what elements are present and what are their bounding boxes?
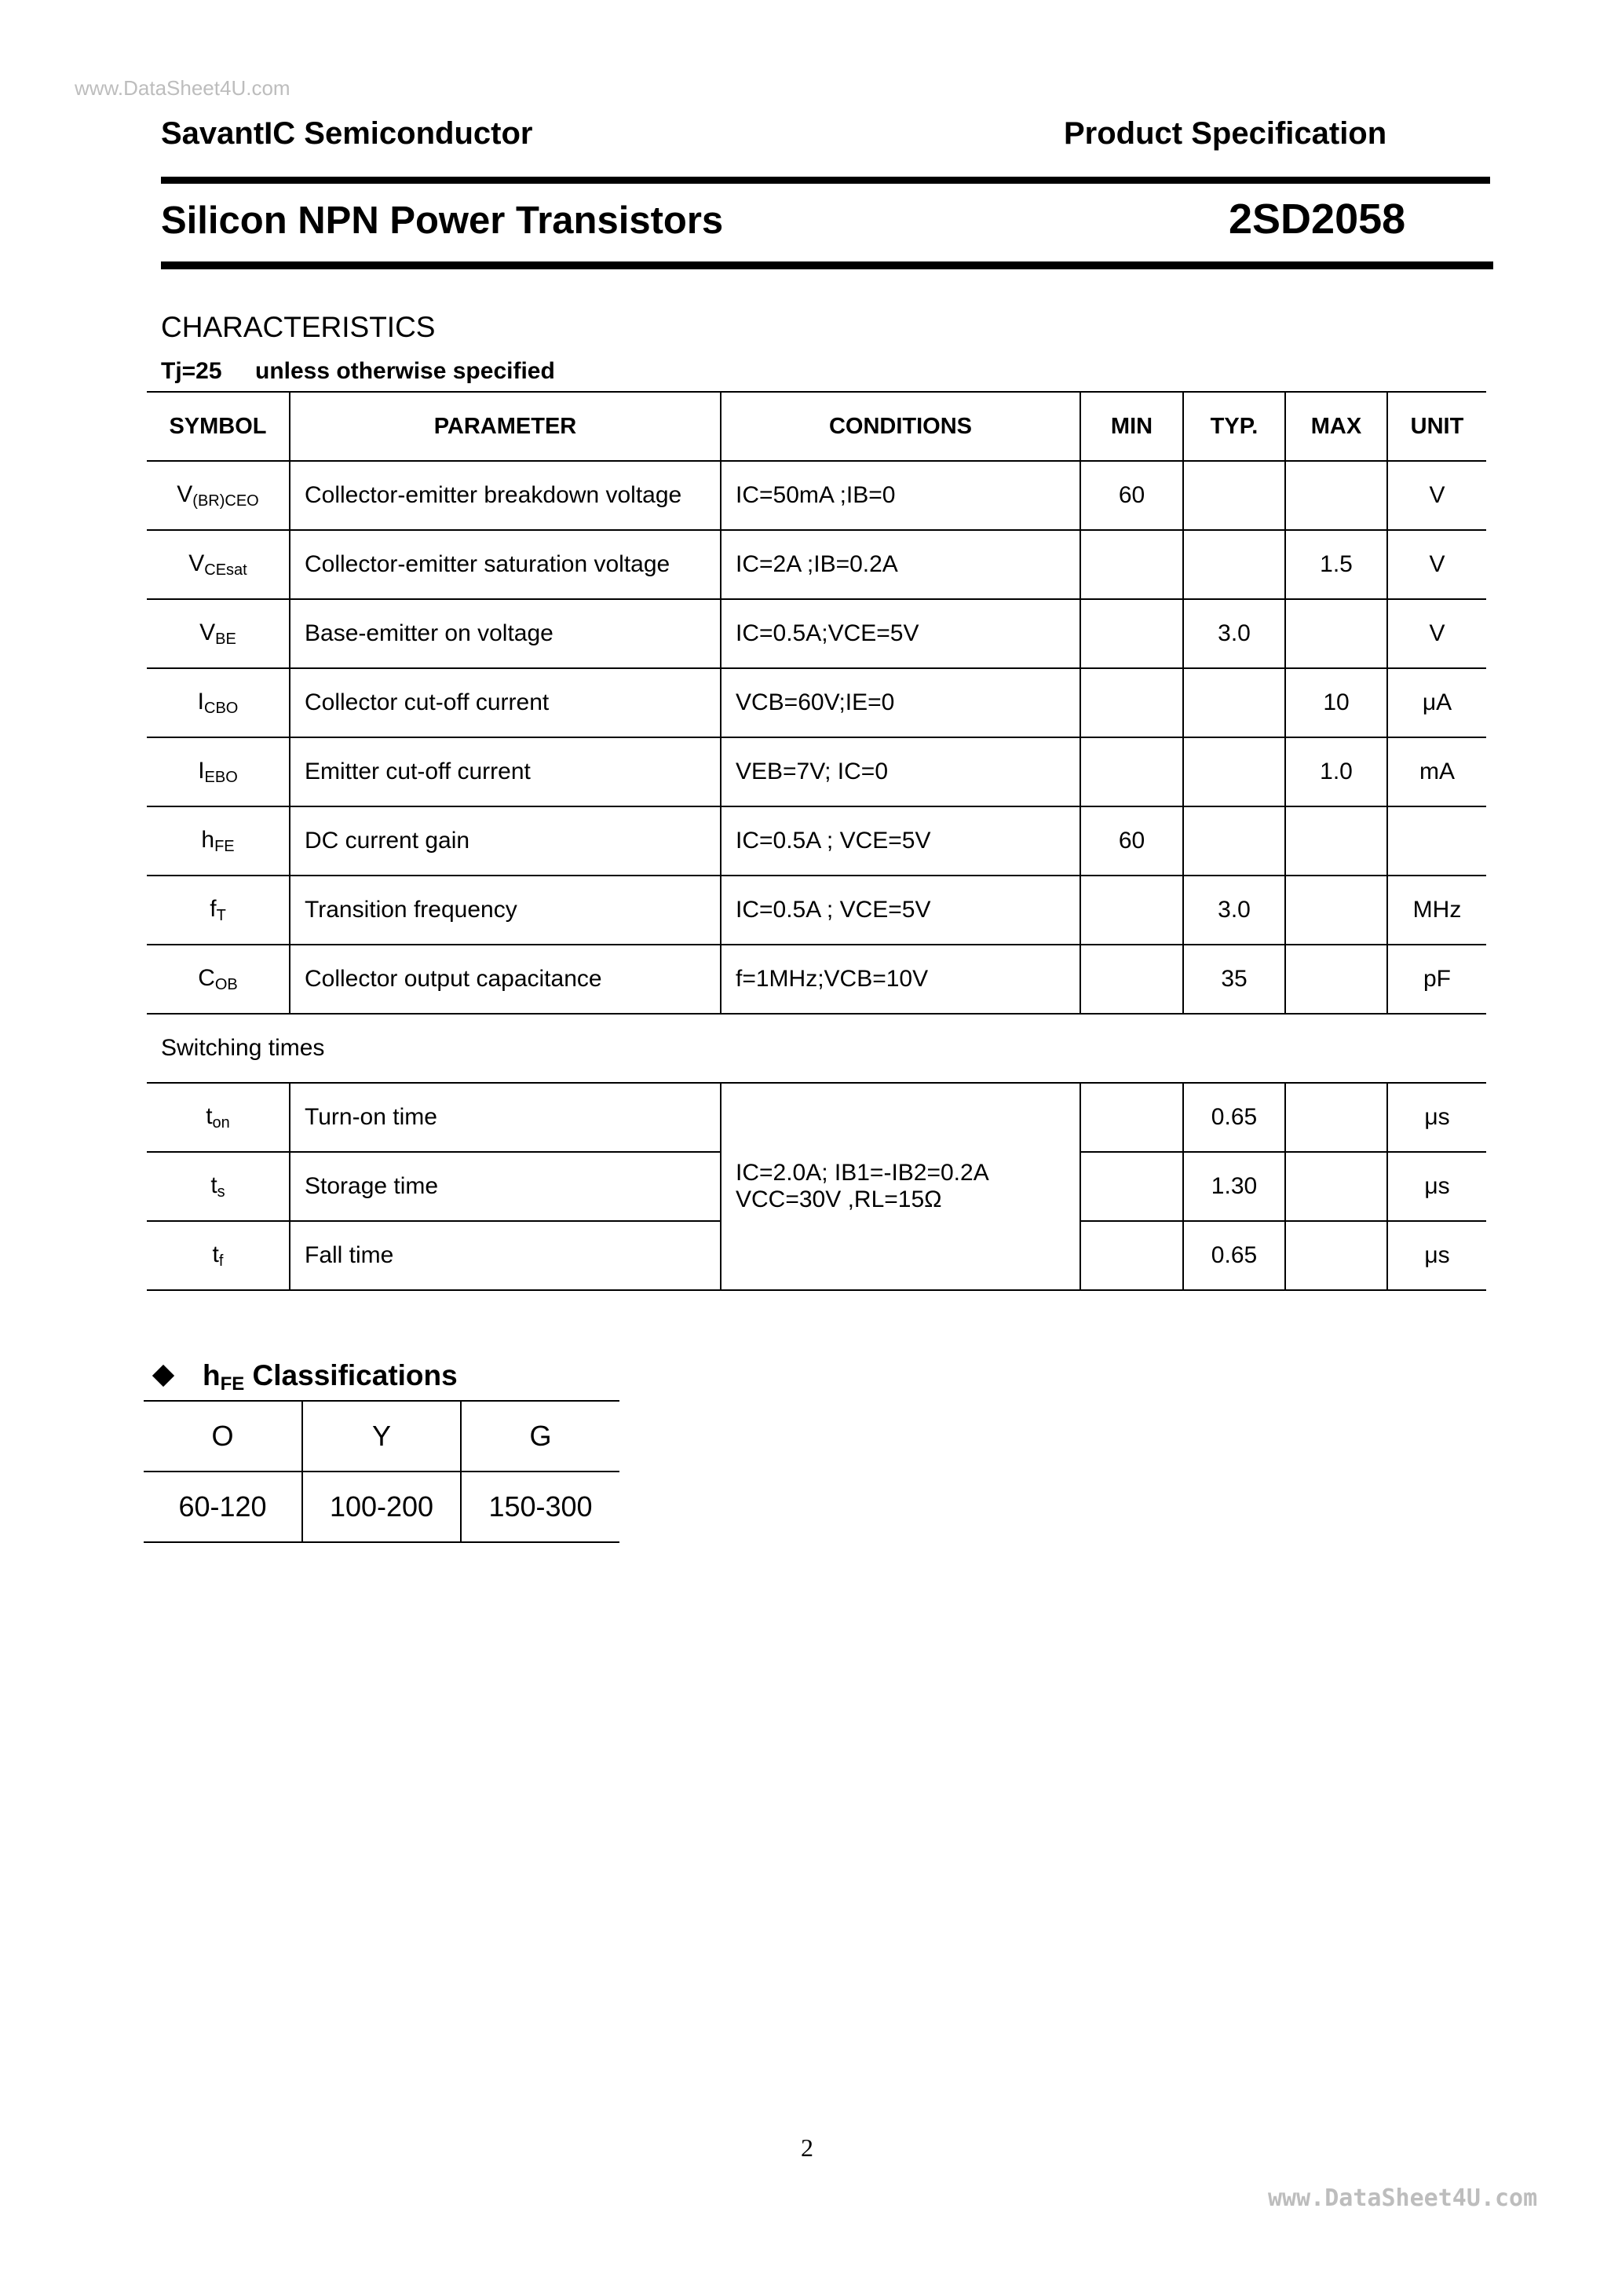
symbol-cell bbox=[147, 461, 290, 530]
min-cell bbox=[1080, 1152, 1183, 1221]
min-cell bbox=[1080, 1221, 1183, 1290]
typ-cell: 3.0 bbox=[1183, 876, 1285, 945]
symbol-subscript: T bbox=[216, 906, 226, 924]
max-cell bbox=[1285, 1152, 1387, 1221]
symbol-cell bbox=[147, 1221, 290, 1290]
max-cell bbox=[1285, 945, 1387, 1014]
max-cell: 1.0 bbox=[1285, 737, 1387, 806]
unit-cell: V bbox=[1387, 599, 1486, 668]
header-symbol: SYMBOL bbox=[147, 392, 290, 461]
unit-cell: mA bbox=[1387, 737, 1486, 806]
symbol-cell bbox=[147, 876, 290, 945]
header-max: MAX bbox=[1285, 392, 1387, 461]
unit-cell: μA bbox=[1387, 668, 1486, 737]
table-row bbox=[147, 737, 1486, 806]
unit-cell: μs bbox=[1387, 1083, 1486, 1152]
parameter-cell: Transition frequency bbox=[290, 876, 721, 945]
tj-label: Tj=25 bbox=[161, 358, 222, 384]
header-parameter: PARAMETER bbox=[290, 392, 721, 461]
parameter-cell: Storage time bbox=[290, 1152, 721, 1221]
conditions-cell: IC=0.5A;VCE=5V bbox=[721, 599, 1080, 668]
symbol-main: t bbox=[210, 1172, 217, 1198]
symbol-main: V bbox=[188, 550, 205, 576]
unit-cell: pF bbox=[1387, 945, 1486, 1014]
parameter-cell: Collector cut-off current bbox=[290, 668, 721, 737]
symbol-main: V bbox=[199, 619, 216, 645]
typ-cell bbox=[1183, 530, 1285, 599]
min-cell bbox=[1080, 876, 1183, 945]
header-unit: UNIT bbox=[1387, 392, 1486, 461]
symbol-cell bbox=[147, 530, 290, 599]
parameter-cell: Collector-emitter saturation voltage bbox=[290, 530, 721, 599]
symbol-main: C bbox=[198, 964, 215, 991]
unit-cell: μs bbox=[1387, 1152, 1486, 1221]
conditions-cell: IC=0.5A ; VCE=5V bbox=[721, 876, 1080, 945]
switching-conditions-cell bbox=[721, 1083, 1080, 1290]
conditions-cell: IC=50mA ;IB=0 bbox=[721, 461, 1080, 530]
typ-cell bbox=[1183, 806, 1285, 876]
watermark-top: www.DataSheet4U.com bbox=[75, 76, 290, 100]
min-cell: 60 bbox=[1080, 806, 1183, 876]
min-cell: 60 bbox=[1080, 461, 1183, 530]
symbol-cell bbox=[147, 806, 290, 876]
hfe-class: O bbox=[144, 1401, 302, 1472]
conditions-cell: f=1MHz;VCB=10V bbox=[721, 945, 1080, 1014]
hfe-range: 60-120 bbox=[144, 1472, 302, 1542]
hfe-classification-table bbox=[144, 1400, 619, 1543]
symbol-cell bbox=[147, 1152, 290, 1221]
parameter-cell: Fall time bbox=[290, 1221, 721, 1290]
symbol-subscript: OB bbox=[214, 975, 238, 993]
table-row bbox=[147, 1083, 1486, 1152]
table-header-row bbox=[147, 392, 1486, 461]
max-cell bbox=[1285, 806, 1387, 876]
symbol-cell bbox=[147, 668, 290, 737]
max-cell: 1.5 bbox=[1285, 530, 1387, 599]
symbol-subscript: s bbox=[217, 1183, 225, 1201]
parameter-cell: DC current gain bbox=[290, 806, 721, 876]
page-number: 2 bbox=[801, 2133, 813, 2162]
table-row bbox=[147, 876, 1486, 945]
max-cell bbox=[1285, 1221, 1387, 1290]
header-min: MIN bbox=[1080, 392, 1183, 461]
conditions-cell: IC=2A ;IB=0.2A bbox=[721, 530, 1080, 599]
symbol-main: I bbox=[197, 688, 204, 715]
hfe-title-rest: Classifications bbox=[244, 1359, 458, 1391]
typ-cell: 3.0 bbox=[1183, 599, 1285, 668]
symbol-subscript: EBO bbox=[204, 768, 238, 786]
symbol-main: V bbox=[177, 481, 193, 507]
symbol-cell bbox=[147, 737, 290, 806]
symbol-main: h bbox=[201, 826, 215, 853]
unit-cell: μs bbox=[1387, 1221, 1486, 1290]
condition-note bbox=[161, 358, 555, 385]
max-cell bbox=[1285, 1083, 1387, 1152]
max-cell bbox=[1285, 599, 1387, 668]
characteristics-table bbox=[147, 391, 1486, 1291]
parameter-cell: Turn-on time bbox=[290, 1083, 721, 1152]
parameter-cell: Collector output capacitance bbox=[290, 945, 721, 1014]
table-row bbox=[147, 945, 1486, 1014]
parameter-cell: Emitter cut-off current bbox=[290, 737, 721, 806]
typ-cell: 0.65 bbox=[1183, 1221, 1285, 1290]
hfe-range-row bbox=[144, 1472, 619, 1542]
max-cell bbox=[1285, 876, 1387, 945]
hfe-title-h: h bbox=[203, 1359, 221, 1391]
min-cell bbox=[1080, 530, 1183, 599]
symbol-subscript: CEsat bbox=[204, 561, 247, 579]
symbol-subscript: BE bbox=[215, 630, 236, 648]
symbol-cell bbox=[147, 599, 290, 668]
symbol-subscript: CBO bbox=[204, 699, 239, 717]
typ-cell bbox=[1183, 461, 1285, 530]
hfe-class: G bbox=[461, 1401, 619, 1472]
company-name: SavantIC Semiconductor bbox=[161, 116, 533, 151]
top-rule bbox=[161, 177, 1490, 184]
max-cell: 10 bbox=[1285, 668, 1387, 737]
min-cell bbox=[1080, 945, 1183, 1014]
symbol-main: I bbox=[198, 757, 205, 784]
symbol-subscript: (BR)CEO bbox=[192, 492, 259, 510]
conditions-cell: VEB=7V; IC=0 bbox=[721, 737, 1080, 806]
unit-cell: V bbox=[1387, 530, 1486, 599]
min-cell bbox=[1080, 599, 1183, 668]
typ-cell: 0.65 bbox=[1183, 1083, 1285, 1152]
hfe-title bbox=[149, 1359, 458, 1395]
switching-cond-line2: VCC=30V ,RL=15Ω bbox=[736, 1186, 942, 1212]
table-row bbox=[147, 806, 1486, 876]
unit-cell bbox=[1387, 806, 1486, 876]
min-cell bbox=[1080, 668, 1183, 737]
switching-label: Switching times bbox=[147, 1014, 1486, 1083]
symbol-subscript: FE bbox=[214, 837, 235, 855]
watermark-bottom: www.DataSheet4U.com bbox=[1268, 2184, 1538, 2212]
hfe-title-sub: FE bbox=[220, 1373, 245, 1395]
product-title: Silicon NPN Power Transistors bbox=[161, 199, 724, 242]
unit-cell: MHz bbox=[1387, 876, 1486, 945]
min-cell bbox=[1080, 737, 1183, 806]
symbol-cell bbox=[147, 1083, 290, 1152]
bottom-rule bbox=[161, 261, 1493, 269]
typ-cell: 35 bbox=[1183, 945, 1285, 1014]
hfe-range: 150-300 bbox=[461, 1472, 619, 1542]
typ-cell bbox=[1183, 737, 1285, 806]
table-row bbox=[147, 530, 1486, 599]
conditions-cell: IC=0.5A ; VCE=5V bbox=[721, 806, 1080, 876]
min-cell bbox=[1080, 1083, 1183, 1152]
parameter-cell: Base-emitter on voltage bbox=[290, 599, 721, 668]
symbol-main: f bbox=[210, 895, 217, 922]
hfe-class-row bbox=[144, 1401, 619, 1472]
part-number: 2SD2058 bbox=[1229, 196, 1406, 243]
table-row bbox=[147, 599, 1486, 668]
hfe-range: 100-200 bbox=[302, 1472, 461, 1542]
symbol-main: t bbox=[212, 1241, 219, 1267]
typ-cell bbox=[1183, 668, 1285, 737]
header-typ: TYP. bbox=[1183, 392, 1285, 461]
section-title: CHARACTERISTICS bbox=[161, 311, 436, 343]
header-conditions: CONDITIONS bbox=[721, 392, 1080, 461]
symbol-main: t bbox=[206, 1102, 213, 1129]
hfe-class: Y bbox=[302, 1401, 461, 1472]
max-cell bbox=[1285, 461, 1387, 530]
switching-label-row bbox=[147, 1014, 1486, 1083]
unit-cell: V bbox=[1387, 461, 1486, 530]
switching-cond-line1: IC=2.0A; IB1=-IB2=0.2A bbox=[736, 1160, 989, 1186]
parameter-cell: Collector-emitter breakdown voltage bbox=[290, 461, 721, 530]
diamond-bullet-icon bbox=[152, 1365, 174, 1387]
typ-cell: 1.30 bbox=[1183, 1152, 1285, 1221]
symbol-subscript: on bbox=[212, 1113, 230, 1132]
table-row bbox=[147, 461, 1486, 530]
symbol-subscript: f bbox=[218, 1252, 224, 1270]
table-row bbox=[147, 668, 1486, 737]
note-label: unless otherwise specified bbox=[255, 358, 555, 384]
spec-label: Product Specification bbox=[1064, 116, 1387, 151]
symbol-cell bbox=[147, 945, 290, 1014]
conditions-cell: VCB=60V;IE=0 bbox=[721, 668, 1080, 737]
